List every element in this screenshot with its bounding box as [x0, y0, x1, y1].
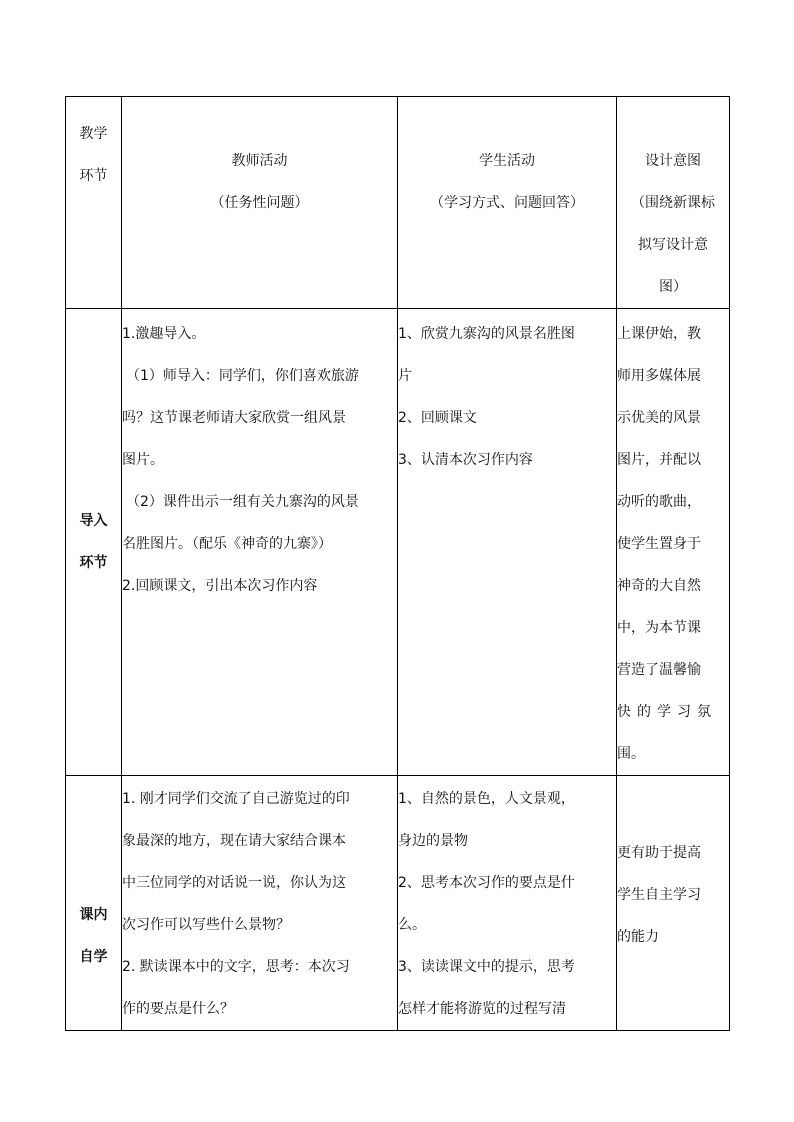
design-line: 中，为本节课: [617, 620, 701, 636]
design-line: 学生自主学习: [617, 887, 701, 903]
design-line: 更有助于提高: [617, 845, 701, 861]
student-line: 片: [398, 368, 412, 384]
table-row: [66, 776, 730, 1031]
teacher-line: 吗？这节课老师请大家欣赏一组风景: [122, 410, 346, 426]
design-line: 示优美的风景: [617, 410, 701, 426]
design-line: 师用多媒体展: [617, 368, 701, 384]
student-line: 怎样才能将游览的过程写清: [398, 1001, 566, 1017]
teacher-line: 名胜图片。（配乐《神奇的九寨》）: [122, 536, 332, 552]
teacher-line: 象最深的地方，现在请大家结合课本: [122, 833, 346, 849]
student-line: 1、自然的景色，人文景观，: [398, 791, 575, 807]
stage-label: 环节: [79, 555, 108, 571]
teacher-line: 2.回顾课文，引出本次习作内容: [122, 578, 318, 594]
teacher-line: 次习作可以写些什么景物？: [122, 917, 290, 933]
design-intent-cell: [617, 776, 730, 1031]
header-row: [66, 97, 730, 309]
student-activity-cell: [398, 776, 617, 1031]
header-design-line: 设计意图: [645, 153, 701, 169]
teacher-line: 图片。: [122, 452, 164, 468]
student-line: 3、读读课文中的提示，思考: [398, 959, 575, 975]
header-stage-line2: 环节: [79, 168, 108, 184]
header-teacher-cell: [122, 97, 398, 309]
teacher-line: 1.激趣导入。: [122, 326, 206, 342]
stage-label: 课内: [79, 907, 108, 923]
student-line: 2、回顾课文: [398, 410, 477, 426]
stage-cell: [66, 776, 122, 1031]
design-line: 的能力: [617, 929, 659, 945]
design-line: 神奇的大自然: [617, 578, 701, 594]
stage-label: 导入: [79, 513, 108, 529]
design-line: 围。: [617, 746, 645, 762]
student-line: 2、思考本次习作的要点是什: [398, 875, 575, 891]
design-line: 上课伊始，教: [617, 326, 701, 342]
header-teacher-sub: （任务性问题）: [210, 195, 309, 211]
student-line: 1、欣赏九寨沟的风景名胜图: [398, 326, 575, 342]
design-line: 快的学习氛: [617, 704, 717, 720]
design-line: 动听的歌曲，: [617, 494, 701, 510]
header-student-title: 学生活动: [479, 153, 535, 169]
design-line: 图片，并配以: [617, 452, 701, 468]
teacher-activity-cell: [122, 309, 398, 776]
student-line: 身边的景物: [398, 833, 468, 849]
header-teacher-title: 教师活动: [231, 153, 288, 169]
teacher-line: 作的要点是什么？: [122, 1001, 234, 1017]
student-line: 么。: [398, 917, 426, 933]
teacher-line: 中三位同学的对话说一说，你认为这: [122, 875, 346, 891]
teacher-line: 1. 刚才同学们交流了自己游览过的印: [122, 791, 350, 807]
student-activity-cell: [398, 309, 617, 776]
header-design-line: 图）: [659, 279, 687, 295]
stage-label: 自学: [79, 949, 108, 965]
design-intent-cell: [617, 309, 730, 776]
lesson-plan-table: [65, 96, 730, 1031]
teacher-line: （1）师导入：同学们，你们喜欢旅游: [126, 368, 359, 384]
header-student-sub: （学习方式、问题回答）: [430, 195, 584, 211]
design-line: 营造了温馨愉: [617, 662, 701, 678]
header-design-line: （围绕新课标: [631, 195, 715, 211]
teacher-activity-cell: [122, 776, 398, 1031]
header-stage-cell: [66, 97, 122, 309]
student-line: 3、认清本次习作内容: [398, 452, 533, 468]
stage-cell: [66, 309, 122, 776]
header-student-cell: [398, 97, 617, 309]
teacher-line: 2. 默读课本中的文字，思考：本次习: [122, 959, 350, 975]
header-stage-line1: 教学: [79, 126, 108, 142]
design-line: 使学生置身于: [617, 536, 701, 552]
teacher-line: （2）课件出示一组有关九寨沟的风景: [126, 494, 359, 510]
header-design-cell: [617, 97, 730, 309]
header-design-line: 拟写设计意: [638, 237, 708, 253]
table-row: [66, 309, 730, 776]
